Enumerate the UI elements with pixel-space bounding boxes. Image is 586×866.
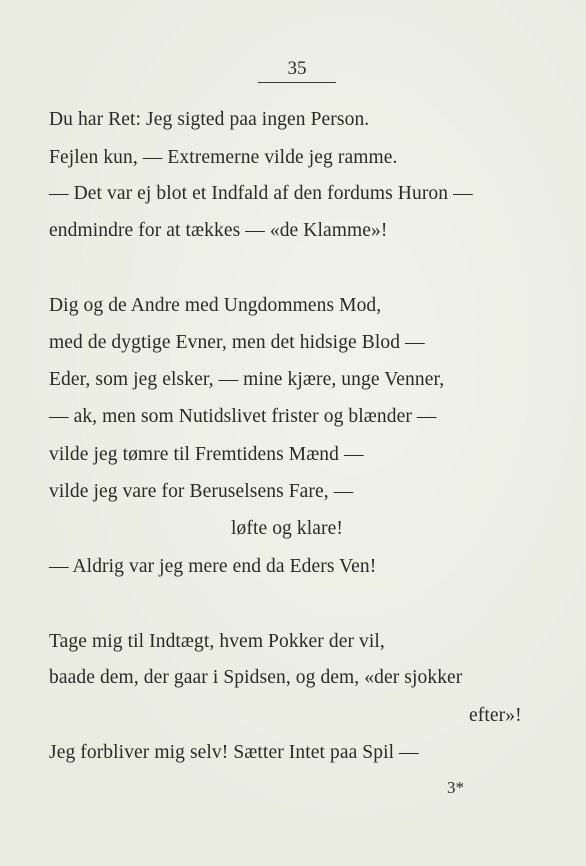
verse-line: Tage mig til Indtægt, hvem Pokker der vil, — [49, 631, 385, 652]
verse-line: vilde jeg vare for Beruselsens Fare, — — [49, 481, 354, 502]
verse-line: endmindre for at tækkes — «de Klamme»! — [49, 220, 388, 241]
verse-line: med de dygtige Evner, men det hidsige Blod — — [49, 332, 425, 353]
verse-line-right: efter»! — [469, 705, 522, 726]
page-number: 35 — [258, 58, 336, 83]
verse-line: — Det var ej blot et Indfald af den fordums Huron — — [49, 183, 473, 204]
verse-line: Du har Ret: Jeg sigted paa ingen Person. — [49, 109, 370, 130]
verse-line: baade dem, der gaar i Spidsen, og dem, «der sjokker — [49, 667, 463, 688]
verse-line-indented: løfte og klare! — [231, 518, 343, 539]
verse-line: Fejlen kun, — Extremerne vilde jeg ramme. — [49, 147, 398, 168]
verse-line: Eder, som jeg elsker, — mine kjære, unge Venner, — [49, 369, 445, 390]
verse-line: Jeg forbliver mig selv! Sætter Intet paa Spil — — [49, 742, 419, 763]
verse-line: Dig og de Andre med Ungdommens Mod, — [49, 295, 382, 316]
verse-line: vilde jeg tømre til Fremtidens Mænd — — [49, 444, 364, 465]
signature-mark: 3* — [447, 778, 464, 797]
verse-line: — Aldrig var jeg mere end da Eders Ven! — [49, 556, 377, 577]
verse-line: — ak, men som Nutidslivet frister og blænder — — [49, 406, 437, 427]
